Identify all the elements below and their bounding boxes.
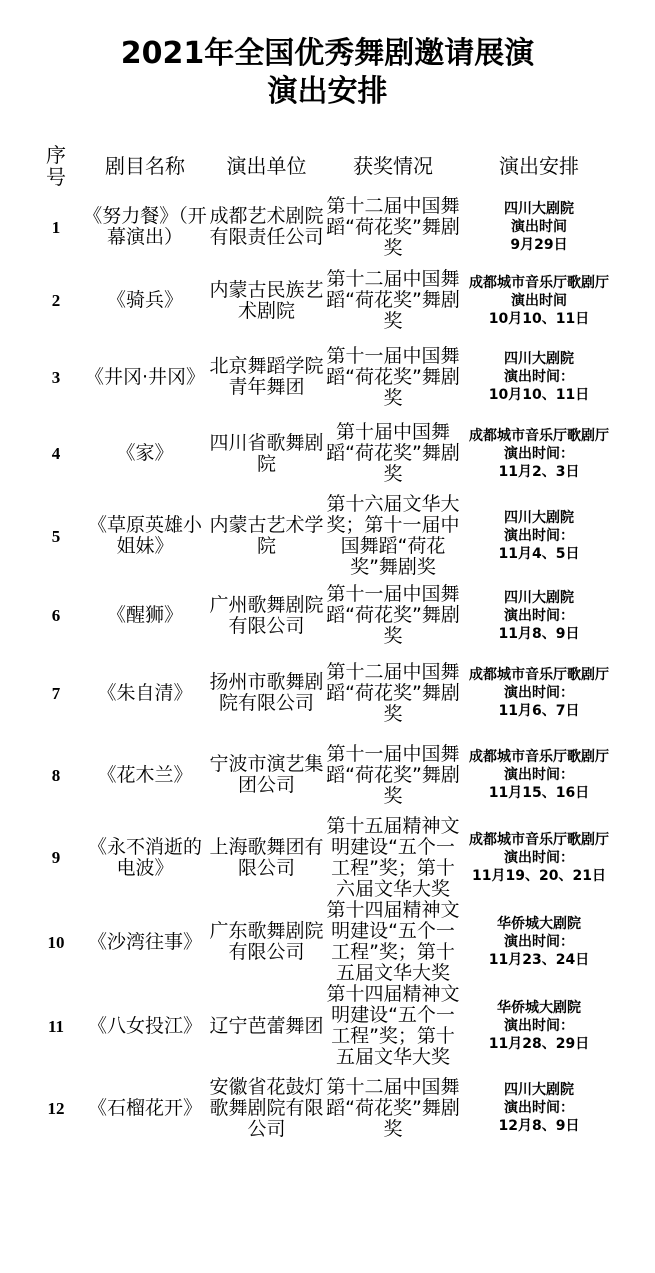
row-schedule: 华侨城大剧院 演出时间： 11月23、24日 <box>488 916 590 968</box>
row-name: 《石榴花开》 <box>87 1096 202 1119</box>
row-index: 1 <box>51 217 61 237</box>
row-name: 《永不消逝的电波》 <box>87 835 202 879</box>
row-award: 第十四届精神文明建设“五个一工程”奖；第十五届文华大奖 <box>326 983 460 1068</box>
row-index: 11 <box>47 1016 65 1036</box>
row-unit: 安徽省花鼓灯歌舞剧院有限公司 <box>209 1075 324 1140</box>
row-unit: 内蒙古民族艺术剧院 <box>209 278 324 322</box>
row-name: 《醒狮》 <box>106 604 183 626</box>
row-index: 6 <box>51 606 61 625</box>
row-name: 《井冈·井冈》 <box>84 365 206 388</box>
row-schedule: 成都城市音乐厅歌剧厅 演出时间 10月10、11日 <box>469 274 609 327</box>
header-name: 剧目名称 <box>105 154 185 178</box>
table-row <box>31 984 616 1068</box>
row-award: 第十一届中国舞蹈“荷花奖”舞剧奖 <box>326 344 460 409</box>
row-unit: 广东歌舞剧院有限公司 <box>209 920 324 963</box>
row-award: 第十二届中国舞蹈“荷花奖”舞剧奖 <box>326 268 460 332</box>
row-index: 10 <box>47 932 65 952</box>
row-award: 第十二届中国舞蹈“荷花奖”舞剧奖 <box>326 660 460 725</box>
row-index: 2 <box>51 291 61 310</box>
header-award: 获奖情况 <box>353 154 433 178</box>
row-index: 3 <box>51 367 61 387</box>
row-schedule: 四川大剧院 演出时间： 10月10、11日 <box>488 351 590 403</box>
row-award: 第十五届精神文明建设“五个一工程”奖；第十六届文华大奖 <box>326 814 460 900</box>
row-name: 《八女投江》 <box>87 1014 202 1037</box>
header-unit: 演出单位 <box>226 154 307 178</box>
table-row <box>31 815 616 900</box>
row-schedule: 四川大剧院 演出时间： 11月4、5日 <box>498 510 580 562</box>
row-name: 《花木兰》 <box>97 763 193 786</box>
row-name: 《骑兵》 <box>106 289 183 311</box>
table-row <box>31 651 616 735</box>
header-schedule: 演出安排 <box>499 154 579 178</box>
row-schedule: 华侨城大剧院 演出时间： 11月28、29日 <box>488 1000 590 1052</box>
table-row <box>31 492 616 580</box>
row-name: 《草原英雄小姐妹》 <box>87 514 202 557</box>
row-index: 12 <box>47 1098 65 1118</box>
row-schedule: 四川大剧院 演出时间： 11月8、9日 <box>498 589 580 642</box>
row-name: 《沙湾往事》 <box>87 930 202 953</box>
row-schedule: 成都城市音乐厅歌剧厅 演出时间： 11月2、3日 <box>469 427 609 480</box>
table-row <box>31 192 616 262</box>
schedule-table <box>31 140 616 1148</box>
table-row <box>31 415 616 492</box>
row-unit: 宁波市演艺集团公司 <box>209 753 324 796</box>
page-title: 2021年全国优秀舞剧邀请展演 <box>120 36 535 71</box>
row-schedule: 成都城市音乐厅歌剧厅 演出时间： 11月15、16日 <box>469 749 609 801</box>
row-schedule: 四川大剧院 演出时间： 12月8、9日 <box>498 1082 580 1134</box>
table-row <box>31 735 616 815</box>
row-award: 第十一届中国舞蹈“荷花奖”舞剧奖 <box>326 742 460 807</box>
row-award: 第十六届文华大奖；第十一届中国舞蹈“荷花奖”舞剧奖 <box>326 493 460 578</box>
table-row <box>31 900 616 984</box>
row-unit: 四川省歌舞剧院 <box>209 431 324 475</box>
row-index: 7 <box>51 683 61 703</box>
row-schedule: 成都城市音乐厅歌剧厅 演出时间： 11月6、7日 <box>469 667 609 719</box>
row-index: 9 <box>51 848 61 867</box>
row-award: 第十二届中国舞蹈“荷花奖”舞剧奖 <box>326 1075 460 1140</box>
table-row <box>31 1068 616 1148</box>
table-row <box>31 262 616 339</box>
row-unit: 扬州市歌舞剧院有限公司 <box>209 671 324 714</box>
row-award: 第十四届精神文明建设“五个一工程”奖；第十五届文华大奖 <box>326 899 460 984</box>
row-schedule: 成都城市音乐厅歌剧厅 演出时间： 11月19、20、21日 <box>469 831 609 884</box>
row-award: 第十届中国舞蹈“荷花奖”舞剧奖 <box>326 421 460 485</box>
row-name: 《朱自清》 <box>97 681 193 704</box>
row-name: 《家》 <box>116 442 174 464</box>
table-header-row <box>31 140 616 192</box>
row-unit: 辽宁芭蕾舞团 <box>209 1014 324 1037</box>
row-award: 第十二届中国舞蹈“荷花奖”舞剧奖 <box>326 194 460 259</box>
row-schedule: 四川大剧院 演出时间 9月29日 <box>504 201 574 253</box>
row-index: 4 <box>51 444 61 463</box>
table-row <box>31 580 616 651</box>
row-index: 8 <box>51 765 61 785</box>
header-index: 序 号 <box>46 143 66 189</box>
row-unit: 上海歌舞团有限公司 <box>209 835 324 879</box>
row-index: 5 <box>51 526 61 546</box>
page-subtitle: 演出安排 <box>267 74 388 109</box>
row-name: 《努力餐》（开幕演出） <box>83 205 207 248</box>
row-unit: 内蒙古艺术学院 <box>209 514 324 557</box>
table-row <box>31 339 616 415</box>
row-unit: 广州歌舞剧院有限公司 <box>209 593 324 637</box>
row-award: 第十一届中国舞蹈“荷花奖”舞剧奖 <box>326 583 460 647</box>
row-unit: 北京舞蹈学院青年舞团 <box>209 355 324 398</box>
row-unit: 成都艺术剧院有限责任公司 <box>209 205 324 248</box>
